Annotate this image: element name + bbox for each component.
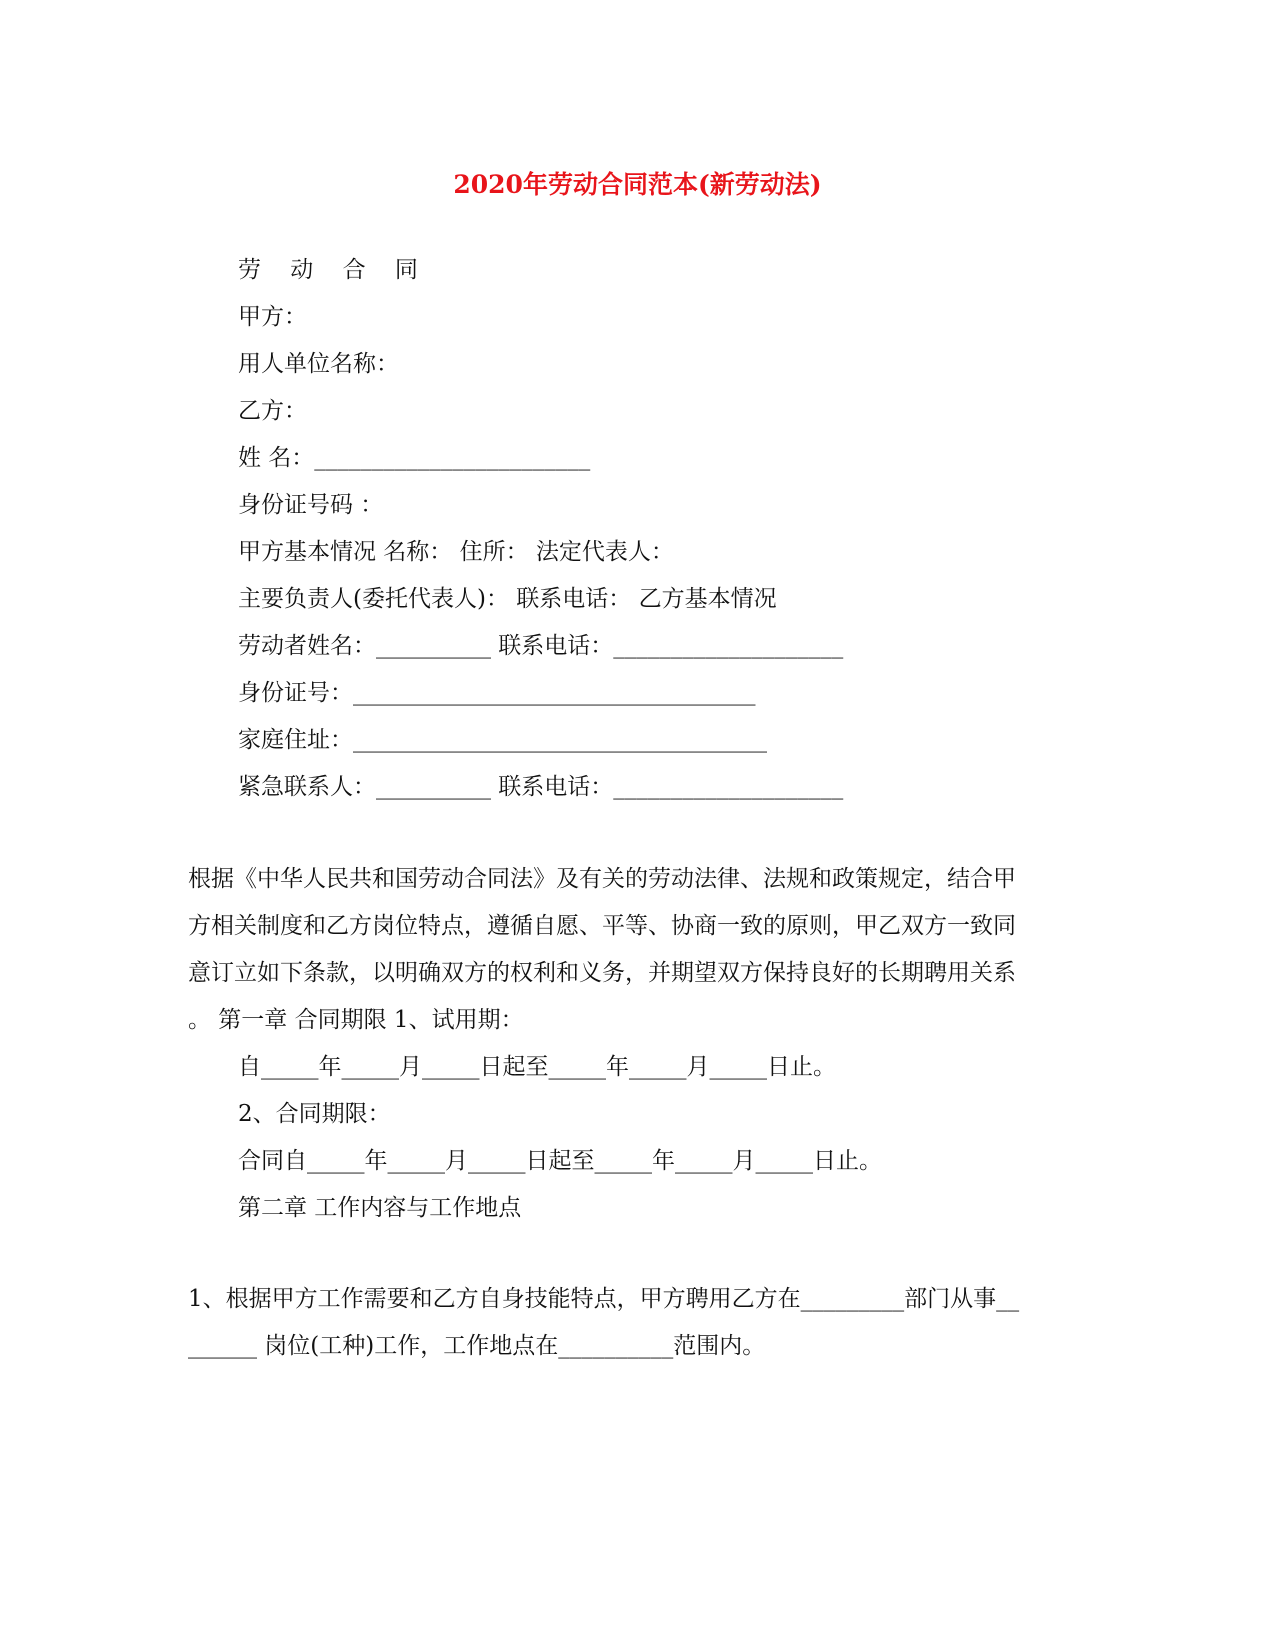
emergency-contact-line: 紧急联系人：__________ 联系电话：____________________ — [238, 774, 844, 800]
probation-period-line: 自_____年_____月_____日起至_____年_____月_____日止。 — [238, 1054, 836, 1080]
party-a-info-line: 甲方基本情况 名称： 住所： 法定代表人： — [238, 539, 674, 565]
id-number-label: 身份证号码 ： — [238, 492, 384, 518]
contract-heading: 劳 动 合 同 — [238, 257, 429, 283]
home-address-line: 家庭住址：____________________________________ — [238, 727, 767, 753]
worker-id-line: 身份证号：___________________________________ — [238, 680, 756, 706]
preamble-line: 意订立如下条款，以明确双方的权利和义务，并期望双方保持良好的长期聘用关系 — [188, 960, 1016, 986]
representative-line: 主要负责人(委托代表人)： 联系电话： 乙方基本情况 — [238, 586, 777, 612]
contract-term-label: 2、合同期限： — [238, 1101, 391, 1127]
name-field-line: 姓 名：________________________ — [238, 445, 591, 471]
document-title: 2020年劳动合同范本(新劳动法) — [453, 170, 822, 199]
preamble-line: 。 第一章 合同期限 1、试用期： — [188, 1007, 524, 1033]
preamble-line: 方相关制度和乙方岗位特点，遵循自愿、平等、协商一致的原则，甲乙双方一致同 — [188, 913, 1016, 939]
contract-term-line: 合同自_____年_____月_____日起至_____年_____月_____日止。 — [238, 1148, 882, 1174]
employer-name-label: 用人单位名称： — [238, 351, 399, 377]
article-line: ______ 岗位(工种)工作，工作地点在__________范围内。 — [188, 1333, 766, 1359]
worker-name-line: 劳动者姓名：__________ 联系电话：____________________ — [238, 633, 844, 659]
party-b-label: 乙方： — [238, 398, 307, 424]
chapter-two-heading: 第二章 工作内容与工作地点 — [238, 1195, 522, 1221]
party-a-label: 甲方： — [238, 304, 307, 330]
preamble-line: 根据《中华人民共和国劳动合同法》及有关的劳动法律、法规和政策规定，结合甲 — [188, 866, 1016, 892]
article-line: 1、根据甲方工作需要和乙方自身技能特点，甲方聘用乙方在_________部门从事__ — [188, 1286, 1020, 1312]
